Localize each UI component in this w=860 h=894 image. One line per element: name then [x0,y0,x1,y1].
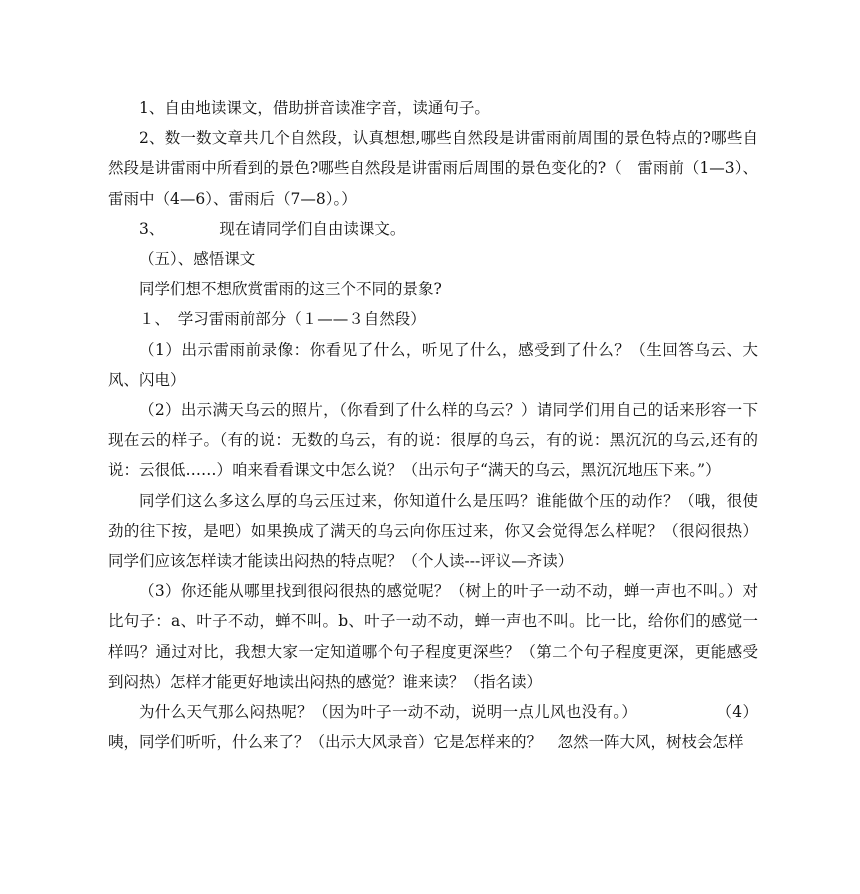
paragraph-step-1: 1、自由地读课文，借助拼音读准字音，读通句子。 [139,99,490,117]
paragraph-subsection-1: １、 学习雷雨前部分（１——３自然段） [139,310,426,329]
paragraph-press-discussion: 同学们这么多这么厚的乌云压过来，你知道什么是压吗？谁能做个压的动作？（哦，很使劲的往下按，是吧）如果换成了满天的乌云向你压过来，你又会觉得怎么样呢？（很闷很热）同学们应该怎样读才能读出闷热的特点呢？（个人读---评议—齐读） [108,491,758,571]
paragraph-why-hot [108,697,758,727]
paragraph-item-1: （1）出示雷雨前录像：你看见了什么，听见了什么，感受到了什么？（生回答乌云、大风、闪电） [108,340,758,389]
paragraph-question: 同学们想不想欣赏雷雨的这三个不同的景象? [139,280,442,299]
document-body [108,93,758,757]
paragraph-item-2: （2）出示满天乌云的照片，（你看到了什么样的乌云？）请同学们用自己的话来形容一下现在云的样子。（有的说：无数的乌云，有的说：很厚的乌云，有的说：黑沉沉的乌云,还有的说：云很低……）咱来看看课文中怎么说？（出示句子“满天的乌云，黑沉沉地压下来。”） [108,401,758,480]
step-3-text: 现在请同学们自由读课文。 [219,219,406,238]
why-hot-text: 为什么天气那么闷热呢？（因为叶子一动不动，说明一点儿风也没有。） [139,703,630,722]
step-3-number: 3、 [139,219,165,238]
paragraph-item-4: 咦，同学们听听，什么来了？（出示大风录音）它是怎样来的？ 忽然一阵大风，树枝会怎样 [108,733,744,752]
paragraph-step-2: 2、数一数文章共几个自然段，认真想想,哪些自然段是讲雷雨前周围的景色特点的?哪些自然段是讲雷雨中所看到的景色?哪些自然段是讲雷雨后周围的景色变化的?（ 雷雨前（1—3）、雷雨中（4—6）、雷雨后（7—8）。） [108,129,758,208]
section-heading-5: （五）、感悟课文 [139,250,256,269]
item-4-number: （4） [724,703,758,722]
paragraph-step-3 [108,214,758,244]
paragraph-item-3: （3）你还能从哪里找到很闷很热的感觉呢？（树上的叶子一动不动，蝉一声也不叫。）对比句子：a、叶子不动，蝉不叫。b、叶子一动不动，蝉一声也不叫。比一比，给你们的感觉一样吗？通过对比，我想大家一定知道哪个句子程度更深些？（第二个句子程度更深，更能感受到闷热）怎样才能更好地读出闷热的感觉？谁来读？（指名读） [108,582,758,691]
